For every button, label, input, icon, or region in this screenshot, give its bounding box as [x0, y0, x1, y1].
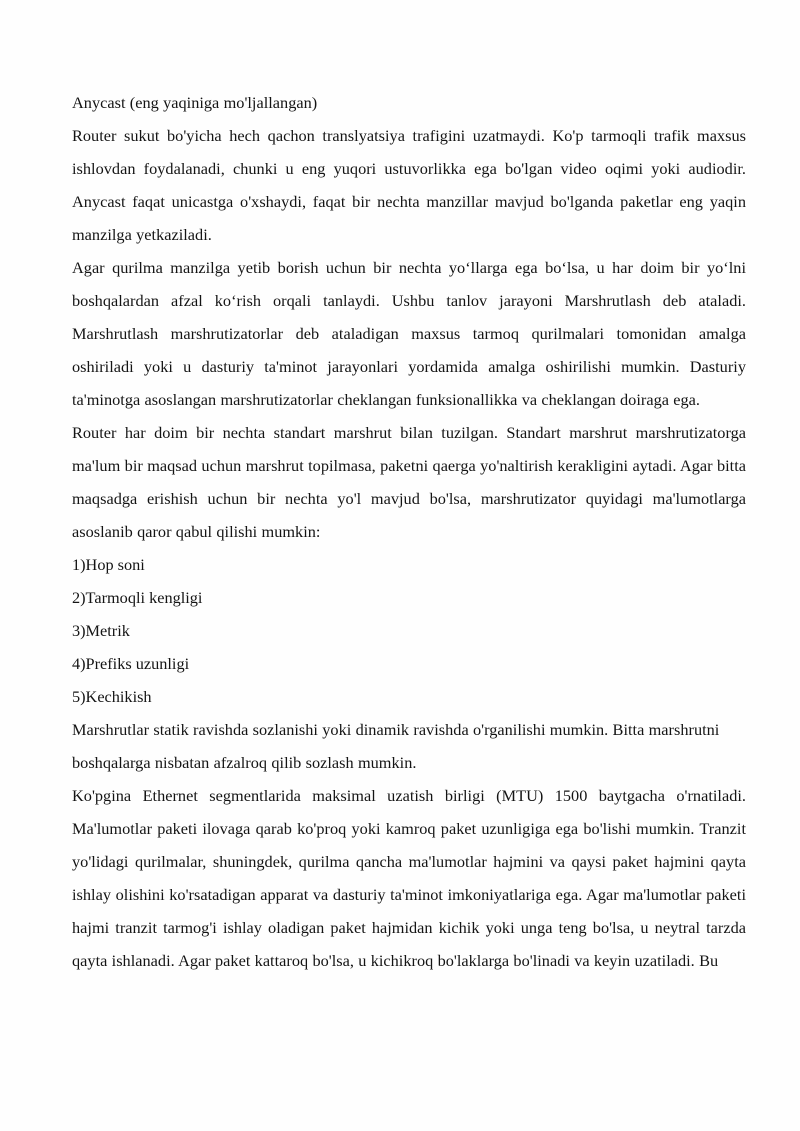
list-item: 2)Tarmoqli kengligi	[72, 588, 203, 607]
paragraph: Router sukut bo'yicha hech qachon translyatsiya trafigini uzatmaydi. Ko'p tarmoqli trafik maxsus ishlovdan foydalanadi, chunki u eng yuqori ustuvorlikka ega bo'lgan video oqimi yoki audiodir. Anycast faqat unicastga o'xshaydi, faqat bir nechta manzillar mavjud bo'lganda paketlar eng yaqin manzilga yetkaziladi.	[72, 126, 746, 244]
paragraph: Agar qurilma manzilga yetib borish uchun bir nechta yoʻllarga ega boʻlsa, u har doim bir yoʻlni boshqalardan afzal koʻrish orqali tanlaydi. Ushbu tanlov jarayoni Marshrutlash deb ataladi. Marshrutlash marshrutizatorlar deb ataladigan maxsus tarmoq qurilmalari tomonidan amalga oshiriladi yoki u dasturiy ta'minot jarayonlari yordamida amalga oshirilishi mumkin. Dasturiy ta'minotga asoslangan marshrutizatorlar cheklangan funksionallikka va cheklangan doiraga ega.	[72, 258, 746, 409]
list-item: 5)Kechikish	[72, 687, 152, 706]
paragraph: Marshrutlar statik ravishda sozlanishi yoki dinamik ravishda o'rganilishi mumkin. Bitta marshrutni boshqalarga nisbatan afzalroq qilib sozlash mumkin.	[72, 720, 720, 772]
heading-line: Anycast (eng yaqiniga mo'ljallangan)	[72, 93, 318, 112]
list-item: 1)Hop soni	[72, 555, 145, 574]
list-item: 4)Prefiks uzunligi	[72, 654, 190, 673]
list-item: 3)Metrik	[72, 621, 130, 640]
document-body	[72, 86, 746, 977]
paragraph: Ko'pgina Ethernet segmentlarida maksimal uzatish birligi (MTU) 1500 baytgacha o'rnatiladi. Ma'lumotlar paketi ilovaga qarab ko'proq yoki kamroq paket uzunligiga ega bo'lishi mumkin. Tranzit yo'lidagi qurilmalar, shuningdek, qurilma qancha ma'lumotlar hajmini va qaysi paket hajmini qayta ishlay olishini ko'rsatadigan apparat va dasturiy ta'minot imkoniyatlariga ega. Agar ma'lumotlar paketi hajmi tranzit tarmog'i ishlay oladigan paket hajmidan kichik yoki unga teng bo'lsa, u neytral tarzda qayta ishlanadi. Agar paket kattaroq bo'lsa, u kichikroq bo'laklarga bo'linadi va keyin uzatiladi. Bu	[72, 786, 746, 970]
paragraph: Router har doim bir nechta standart marshrut bilan tuzilgan. Standart marshrut marshrutizatorga ma'lum bir maqsad uchun marshrut topilmasa, paketni qaerga yo'naltirish kerakligini aytadi. Agar bitta maqsadga erishish uchun bir nechta yo'l mavjud bo'lsa, marshrutizator quyidagi ma'lumotlarga asoslanib qaror qabul qilishi mumkin:	[72, 423, 746, 541]
